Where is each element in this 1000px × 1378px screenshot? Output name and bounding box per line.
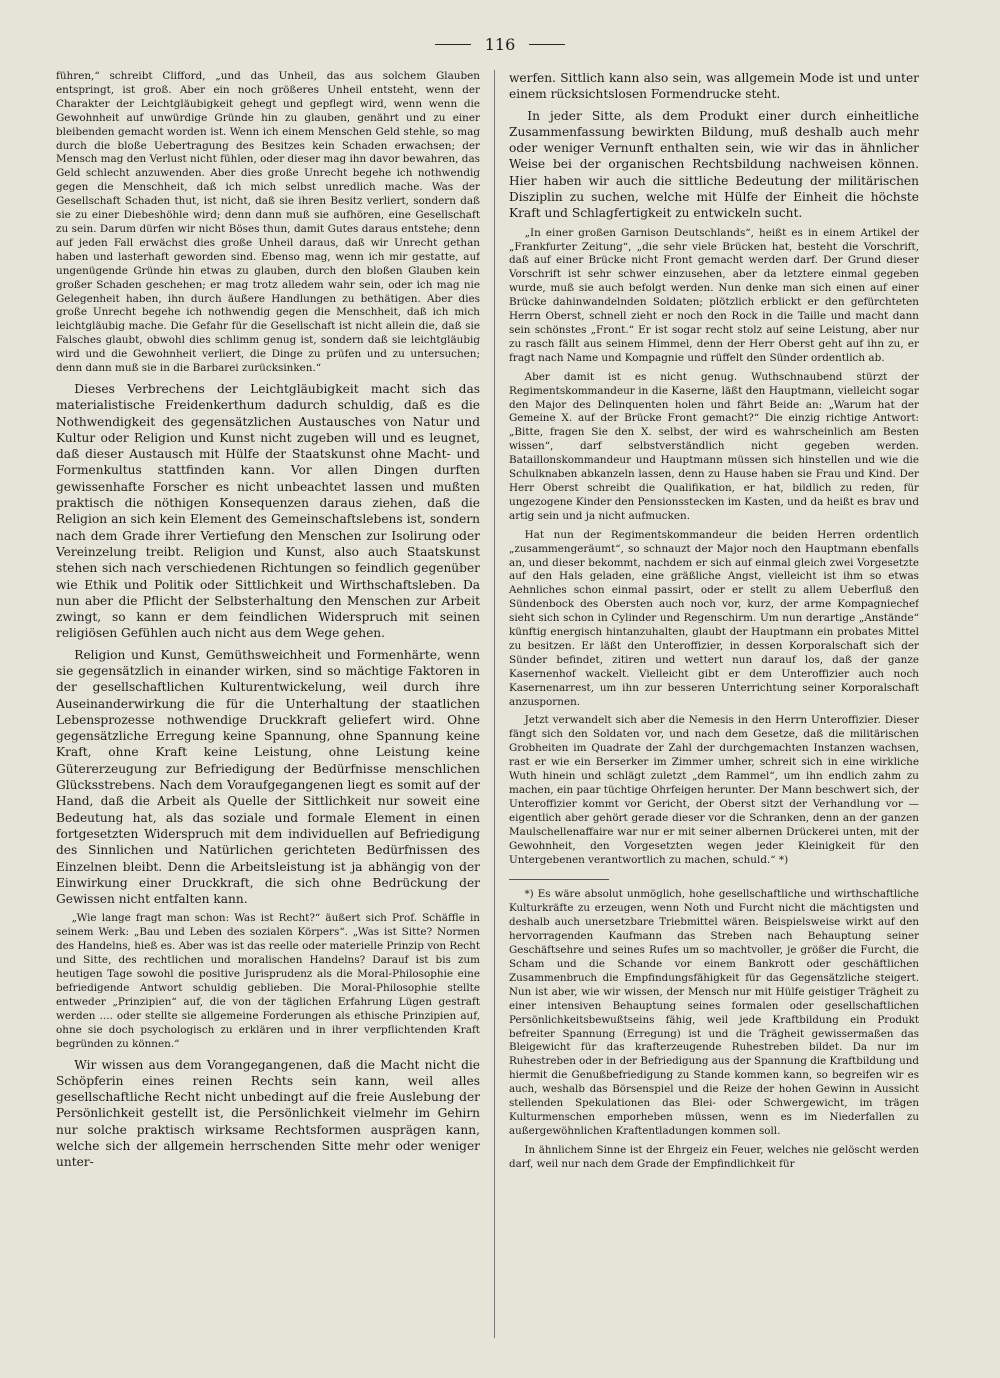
header-rule-left xyxy=(435,44,471,45)
paragraph: werfen. Sittlich kann also sein, was allgemein Mode ist und unter einem rücksichtslosen Formendrucke steht. xyxy=(509,71,919,102)
page-number: 116 xyxy=(484,34,516,54)
footnote-rule xyxy=(509,879,609,880)
paragraph: Aber damit ist es nicht genug. Wuthschnaubend stürzt der Regimentskommandeur in die Kaserne, läßt den Hauptmann, vielleicht sogar den Major des Delinquenten holen und fährt Beide an: „Warum hat der Gemeine X. auf der Brücke Front gemacht?“ Die einzig richtige Antwort: „Bitte, fragen Sie den X. selbst, der wird es wahrscheinlich am Besten wissen“, darf selbstverständlich nicht gegeben werden. Bataillonskommandeur und Hauptmann müssen sich hinstellen und wie die Schulknaben abkanzeln lassen, denn zu Hause haben sie Frau und Kind. Der Herr Oberst schreibt die Qualifikation, er hat, bildlich zu reden, für ungezogene Kinder den Pensionsstecken im Kasten, und da heißt es brav und artig sein und ja nicht aufmucken. xyxy=(509,370,919,522)
column-divider xyxy=(494,70,495,1338)
paragraph: „Wie lange fragt man schon: Was ist Recht?“ äußert sich Prof. Schäffle in seinem Werk: „Bau und Leben des sozialen Körpers“. „Was ist Sitte? Normen des Handelns, hieß es. Aber was ist das reelle oder materielle Prinzip von Recht und Sitte, des rechtlichen und moralischen Handelns? Darauf ist bis zum heutigen Tage sowohl die positive Jurisprudenz als die Moral-Philosophie eine befriedigende Antwort schuldig geblieben. Die Moral-Philosophie stellte entweder „Prinzipien“ auf, die von der täglichen Erfahrung Lügen gestraft werden .... oder stellte sie allgemeine Forderungen als ethische Prinzipien auf, ohne sie doch psychologisch zu erklären und in ihrer verpflichtenden Kraft begründen zu können.“ xyxy=(56,912,480,1050)
paragraph: Jetzt verwandelt sich aber die Nemesis in den Herrn Unteroffizier. Dieser fängt sich den Soldaten vor, und nach dem Gesetze, daß die militärischen Grobheiten im Quadrate der Zahl der durchgemachten Instanzen wachsen, rast er wie ein Berserker im Zimmer umher, schreit sich in eine wirkliche Wuth hinein und schlägt zuletzt „dem Rammel“, um ihn endlich zahm zu machen, ein paar tüchtige Ohrfeigen herunter. Der Mann beschwert sich, der Unteroffizier kommt vor Gericht, der Oberst sitzt der Verhandlung vor — eigentlich aber gehört gerade dieser vor die Schranken, denn an der ganzen Maulschellenaffaire war nur er mit seiner albernen Drückerei unten, mit der Gewohnheit, den Vorgesetzten wegen jeder Kleinigkeit für den Untergebenen verantwortlich zu machen, schuld.“ *) xyxy=(509,714,919,866)
header-rule-right xyxy=(529,44,565,45)
page-header xyxy=(0,32,1000,56)
paragraph: „In einer großen Garnison Deutschlands“, heißt es in einem Artikel der „Frankfurter Zeitung“, „die sehr viele Brücken hat, besteht die Vorschrift, daß auf einer Brücke nicht Front gemacht werden darf. Der Grund dieser Vorschrift ist sehr schwer einzusehen, aber da letztere einmal gegeben wurde, muß sie auch befolgt werden. Nun denke man sich einen auf einer Brücke dahinwandelnden Soldaten; plötzlich erblickt er den gefürchteten Herrn Oberst, schnell zieht er noch den Rock in die Taille und macht dann sein schönstes „Front.“ Er ist sogar recht stolz auf seine Leistung, aber nur zu rasch fällt aus seinem Himmel, denn der Herr Oberst geht auf ihn zu, er fragt nach Name und Kompagnie und rüffelt den Sünder ordentlich ab. xyxy=(509,226,919,364)
paragraph: führen,“ schreibt Clifford, „und das Unheil, das aus solchem Glauben entspringt, ist groß. Aber ein noch größeres Unheil entsteht, wenn der Charakter der Leichtgläubigkeit gehegt und gepflegt wird, wenn wenn die Gewohnheit auf unwürdige Gründe hin zu glauben, genährt und zu einer bleibenden gemacht worden ist. Wenn ich einem Menschen Geld stehle, so mag durch die bloße Uebertragung des Besitzes kein Schaden erwachsen; der Mensch mag den Verlust nicht fühlen, oder dieser mag ihn davor bewahren, das Geld schlecht anzuwenden. Aber dies große Unrecht begehe ich nothwendig gegen die Menschheit, daß ich mich selbst unredlich mache. Was der Gesellschaft Schaden thut, ist nicht, daß sie ihren Besitz verliert, sondern daß sie zu einer Diebeshöhle wird; denn dann muß sie aufhören, eine Gesellschaft zu sein. Darum dürfen wir nicht Böses thun, damit Gutes daraus entstehe; denn auf jeden Fall erwächst dies große Unheil daraus, daß wir Unrecht gethan haben und lasterhaft geworden sind. Ebenso mag, wenn ich mir gestatte, auf ungenügende Gründe hin etwas zu glauben, durch den bloßen Glauben kein großer Schaden geschehen; er mag trotz alledem wahr sein, oder ich mag nie Gelegenheit haben, ihn durch äußere Handlungen zu bethätigen. Aber dies große Unrecht begehe ich nothwendig gegen die Menschheit, daß ich mich leichtgläubig mache. Die Gefahr für die Gesellschaft ist nicht allein die, daß sie Falsches glaubt, obwohl dies schlimm genug ist, sondern daß sie leichtgläubig wird und die Gewohnheit verliert, die Dinge zu prüfen und zu untersuchen; denn dann muß sie in die Barbarei zurücksinken.“ xyxy=(56,70,480,375)
left-column xyxy=(56,70,480,1348)
paragraph: Religion und Kunst, Gemüthsweichheit und Formenhärte, wenn sie gegensätzlich in einander wirken, sind so mächtige Faktoren in der gesellschaftlichen Kulturentwickelung, weil durch ihre Auseinanderwirkung die für die Unterhaltung der staatlichen Lebensprozesse nothwendige Druckkraft geliefert wird. Ohne gegensätzliche Erregung keine Spannung, ohne Spannung keine Kraft, ohne Kraft keine Leistung, ohne Leistung keine Gütererzeugung zur Befriedigung der Bedürfnisse menschlichen Glücksstrebens. Nach dem Voraufgegangenen liegt es somit auf der Hand, daß die Arbeit als Quelle der Sittlichkeit nur soweit eine Bedeutung hat, als das soziale und formale Element in einen fortgesetzten Widerspruch mit dem individuellen auf Befriedigung des Sinnlichen und Natürlichen gerichteten Bedürfnissen des Einzelnen bleibt. Denn die Arbeitsleistung ist ja abhängig von der Einwirkung einer Druckkraft, die sich ohne Bedrückung der Gewissen nicht entfalten kann. xyxy=(56,647,480,907)
paragraph: Hat nun der Regimentskommandeur die beiden Herren ordentlich „zusammengeräumt“, so schnauzt der Major noch den Hauptmann ebenfalls an, und dieser bekommt, nachdem er sich auf einmal gleich zwei Vorgesetzte auf den Hals geladen, eine gräßliche Angst, vielleicht ist ihm so etwas Aehnliches schon einmal passirt, oder er stellt zu allem Ueberfluß den Sündenbock des Obersten auch noch vor, kurz, der arme Kompagniechef sieht sich schon in Cylinder und Regenschirm. Um nun derartige „Anstände“ künftig energisch hintanzuhalten, glaubt der Hauptmann ein probates Mittel zu besitzen. Er läßt den Unteroffizier, in dessen Korporalschaft sich der Sünder befindet, zitiren und wettert nun darauf los, daß der ganze Kasernenhof wackelt. Vielleicht gibt er dem Unteroffizier auch noch Kasernenarrest, um ihn zur besseren Unterrichtung seiner Korporalschaft anzuspornen. xyxy=(509,528,919,708)
paragraph: Wir wissen aus dem Vorangegangenen, daß die Macht nicht die Schöpferin eines reinen Rechts sein kann, weil alles gesellschaftliche Recht nicht unbedingt auf die freie Auslebung der Persönlichkeit gestellt ist, die Persönlichkeit vielmehr im Gehirn nur solche praktisch wirksame Rechtsformen ausprägen kann, welche sich der allgemein herrschenden Sitte mehr oder weniger unter- xyxy=(56,1057,480,1170)
paragraph: In jeder Sitte, als dem Produkt einer durch einheitliche Zusammenfassung bewirkten Bildung, muß deshalb auch mehr oder weniger Vernunft enthalten sein, wie wir das in ähnlicher Weise bei der organischen Rechtsbildung nachweisen können. Hier haben wir auch die sittliche Bedeutung der militärischen Disziplin zu suchen, welche mit Hülfe der Einheit die höchste Kraft und Schlagfertigkeit zu entwickeln sucht. xyxy=(509,108,919,221)
footnote-continuation: In ähnlichem Sinne ist der Ehrgeiz ein Feuer, welches nie gelöscht werden darf, weil nur nach dem Grade der Empfindlichkeit für xyxy=(509,1143,919,1170)
paragraph: Dieses Verbrechens der Leichtgläubigkeit macht sich das materialistische Freidenkerthum dadurch schuldig, daß es die Nothwendigkeit des gegensätzlichen Austausches von Natur und Kultur oder Religion und Kunst nicht zugeben will und es leugnet, daß dieser Austausch mit Hülfe der Staatskunst ohne Macht- und Formenkultus stattfinden kann. Vor allen Dingen durften gewissenhafte Forscher es nicht unbeachtet lassen und mußten praktisch die nöthigen Konsequenzen daraus ziehen, daß die Religion an sich kein Element des Gemeinschaftslebens ist, sondern nach dem Grade ihrer Vertiefung den Menschen zur Isolirung oder Vereinzelung treibt. Religion und Kunst, also auch Staatskunst stehen sich nach verschiedenen Richtungen so feindlich gegenüber wie Ethik und Politik oder Sittlichkeit und Wirthschaftsleben. Da nun aber die Pflicht der Selbsterhaltung den Menschen zur Arbeit zwingt, so kann er dem feindlichen Widerspruch mit seinen religiösen Gefühlen auch nicht aus dem Wege gehen. xyxy=(56,381,480,641)
right-column xyxy=(509,70,919,1348)
footnote: *) Es wäre absolut unmöglich, hohe gesellschaftliche und wirthschaftliche Kulturkräfte zu erzeugen, wenn Noth und Furcht nicht die mächtigsten und deshalb auch unersetzbare Triebmittel wären. Beispielsweise wirkt auf den hervorragenden Kaufmann das Streben nach Behauptung seiner Geschäftsehre und seines Rufes um so machtvoller, je größer die Furcht, die Scham und die Schande vor einem Bankrott oder geschäftlichen Zusammenbruch die Empfindungsfähigkeit für das Gegensätzliche steigert. Nun ist aber, wie wir wissen, der Mensch nur mit Hülfe geistiger Trägheit zu einer intensiven Behauptung seines formalen oder gesellschaftlichen Persönlichkeitsbewußtseins fähig, weil jede Kraftbildung ein Produkt befreiter Spannung (Erregung) ist und die Trägheit gewissermaßen das Bleigewicht für das krafterzeugende Ruhestreben bildet. Da nur im Ruhestreben oder in der Befriedigung aus der Spannung die Kraftbildung und hiermit die Genußbefriedigung zu Stande kommen kann, so begreifen wir es auch, weshalb das Börsenspiel und die Reize der hohen Gewinn in Aussicht stellenden Spekulationen das Blei- oder Schwergewicht, im trägen Kulturmenschen emporheben müssen, wenn es im Niederfallen zu außergewöhnlichen Kraftentladungen kommen soll. xyxy=(509,888,919,1137)
